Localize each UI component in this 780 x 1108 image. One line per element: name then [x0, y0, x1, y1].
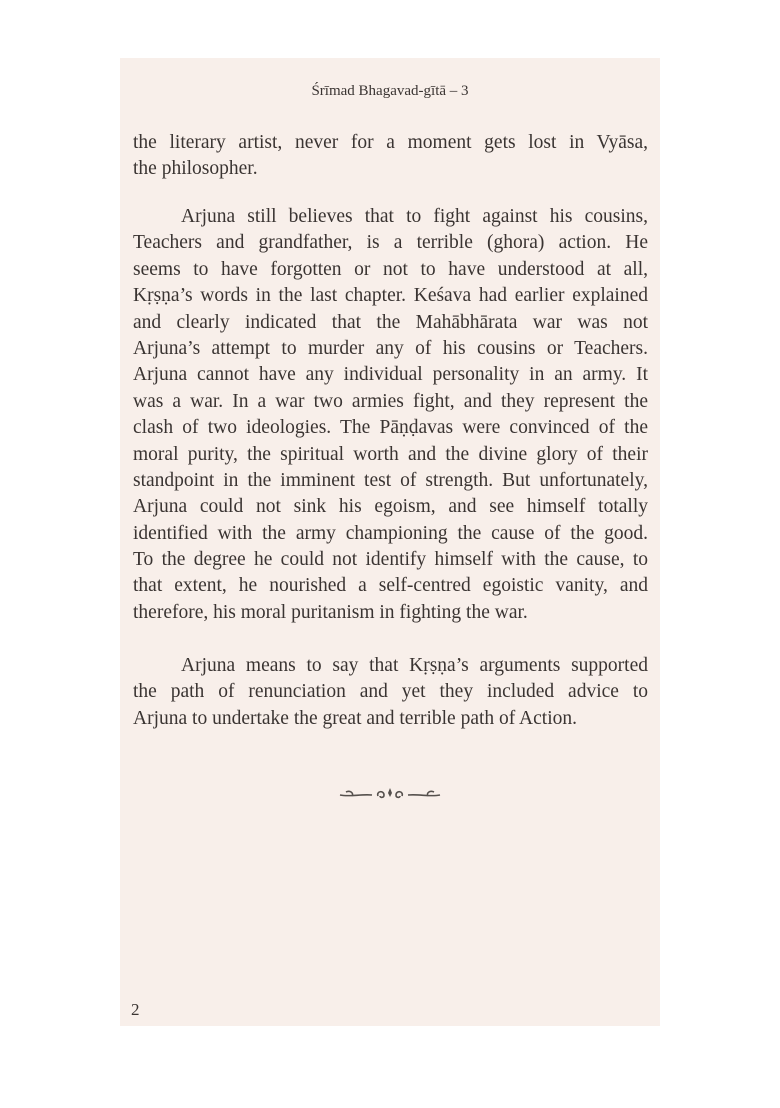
- paragraph-2: [133, 204, 648, 626]
- text-line: and clearly indicated that the Mahābhārata war was not: [133, 311, 648, 333]
- text-line: Teachers and grandfather, is a terrible (ghora) action. He: [133, 232, 648, 254]
- text-line: was a war. In a war two armies fight, and they represent the: [133, 390, 648, 412]
- running-header: Śrīmad Bhagavad-gītā – 3: [311, 83, 469, 99]
- text-line: identified with the army championing the cause of the good.: [133, 522, 648, 544]
- text-line: standpoint in the imminent test of strength. But unfortunately,: [133, 469, 648, 491]
- text-line: the literary artist, never for a moment gets lost in Vyāsa,: [133, 132, 648, 153]
- text-line: therefore, his moral puritanism in fighting the war.: [133, 601, 528, 623]
- text-line: moral purity, the spiritual worth and the divine glory of their: [133, 443, 648, 465]
- ornament-divider-icon: [338, 785, 442, 803]
- paragraph-1: [133, 130, 648, 183]
- text-line: Kṛṣṇa’s words in the last chapter. Keśava had earlier explained: [133, 285, 648, 307]
- text-line: To the degree he could not identify himself with the cause, to: [133, 549, 648, 571]
- text-line: Arjuna cannot have any individual personality in an army. It: [133, 364, 648, 386]
- text-line: the path of renunciation and yet they included advice to: [133, 681, 648, 703]
- text-line: that extent, he nourished a self-centred egoistic vanity, and: [133, 575, 648, 597]
- page-number: 2: [131, 1000, 140, 1019]
- paragraph-3: [133, 653, 648, 732]
- text-line: seems to have forgotten or not to have understood at all,: [133, 258, 648, 280]
- text-line: Arjuna still believes that to fight against his cousins,: [181, 206, 648, 227]
- text-line: Arjuna to undertake the great and terrible path of Action.: [133, 707, 578, 729]
- text-line: Arjuna means to say that Kṛṣṇa’s arguments supported: [181, 655, 648, 676]
- text-line: Arjuna could not sink his egoism, and see himself totally: [133, 496, 648, 518]
- text-line: clash of two ideologies. The Pāṇḍavas were convinced of the: [133, 417, 648, 439]
- text-line: Arjuna’s attempt to murder any of his cousins or Teachers.: [133, 337, 648, 359]
- text-line: the philosopher.: [133, 158, 258, 180]
